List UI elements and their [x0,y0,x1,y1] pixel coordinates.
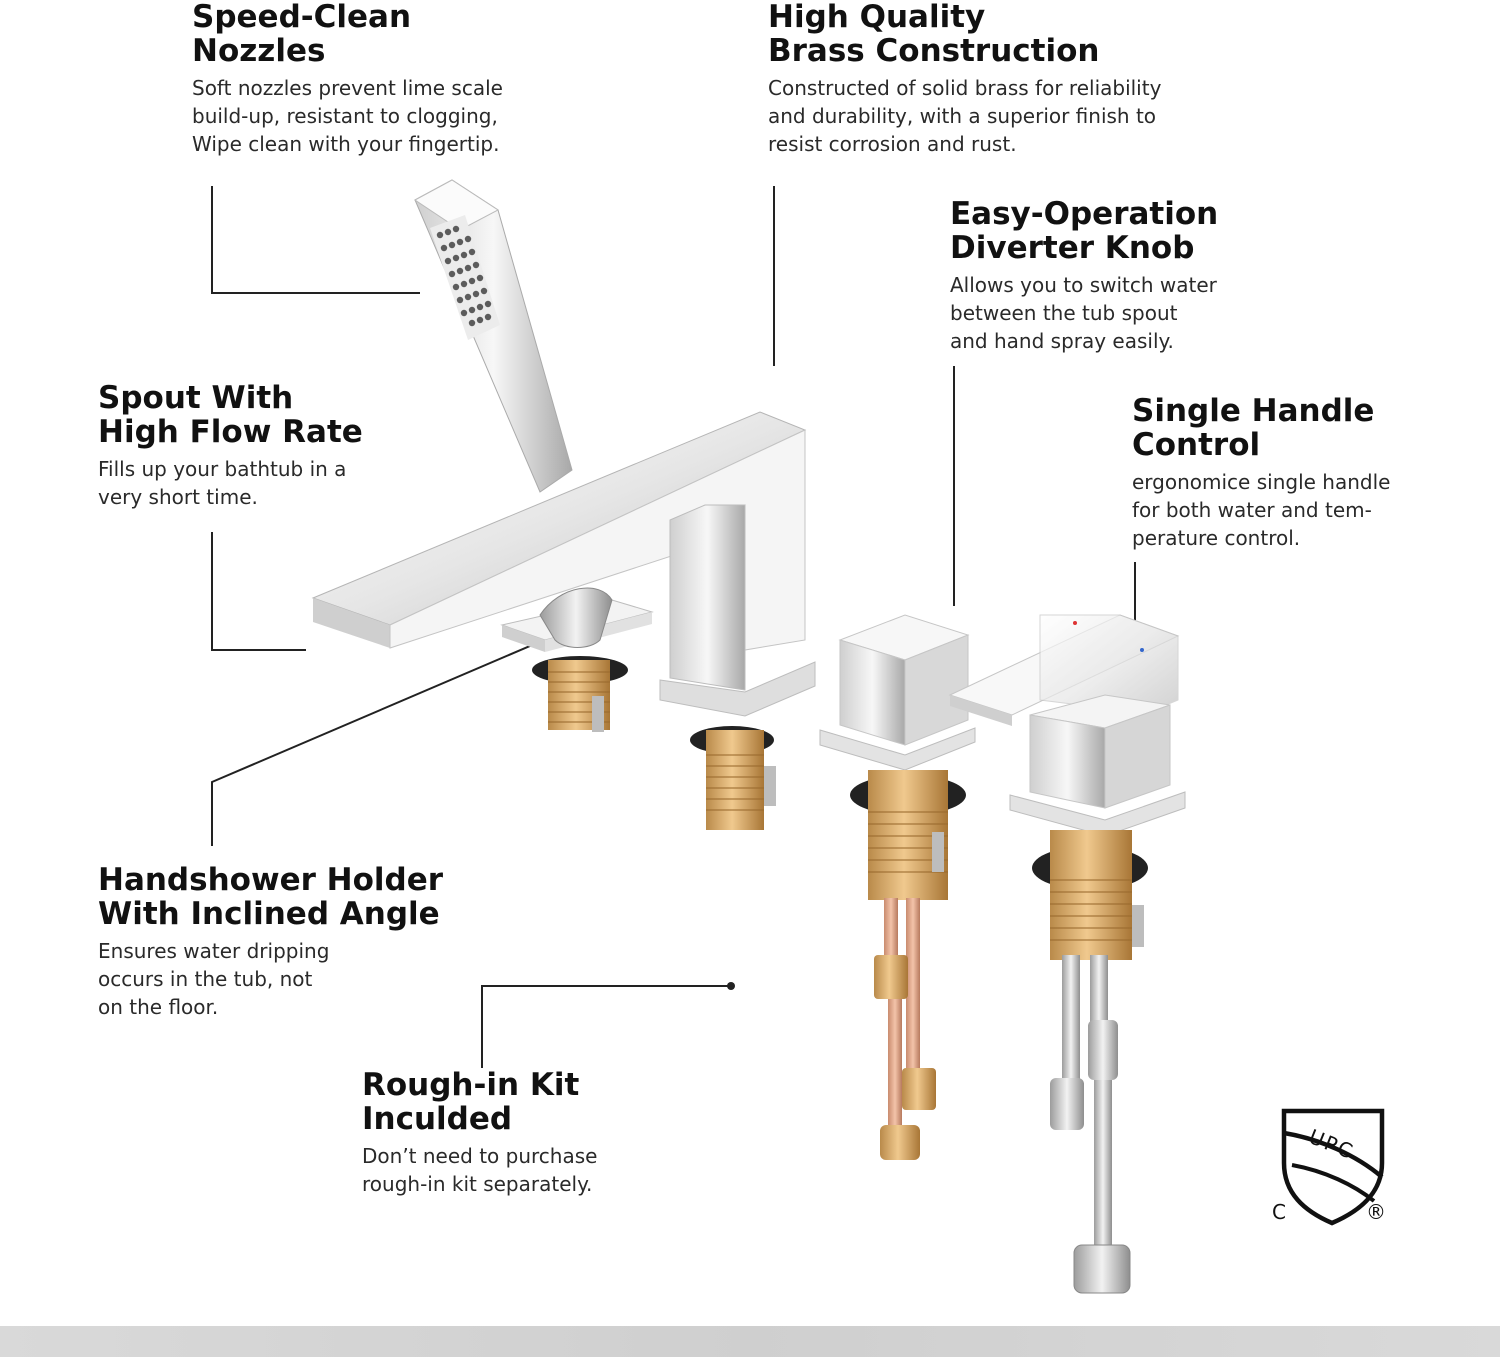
feature-title: Handshower Holder With Inclined Angle [98,862,444,932]
feature-single-handle-control [1132,394,1390,552]
bottom-bar [0,1326,1500,1357]
feature-brass-construction [768,0,1161,158]
feature-handshower-holder [98,863,443,1021]
callout-line-spout [212,532,306,650]
single-handle-valve [950,615,1185,1293]
hand-shower [415,180,572,492]
feature-description: ergonomice single handle for both water and tem- perature control. [1132,470,1391,550]
feature-title: High Quality Brass Construction [768,0,1100,69]
cert-mark-text: UPC [1305,1124,1358,1165]
shank-spout [690,726,776,830]
feature-spout-high-flow [98,381,363,511]
feature-description: Soft nozzles prevent lime scale build-up, resistant to clogging, Wipe clean with your fingertip. [192,76,503,156]
callout-line-roughin [482,986,731,1068]
shank-holder [532,656,628,732]
callout-line-holder [212,640,544,846]
feature-description: Constructed of solid brass for reliability and durability, with a superior finish to resist corrosion and rust. [768,76,1162,156]
feature-diverter-knob [950,197,1218,355]
callout-dot-roughin [727,982,735,990]
cert-c-letter: C [1272,1200,1286,1224]
feature-speed-clean-nozzles [192,0,503,158]
feature-title: Speed-Clean Nozzles [192,0,412,69]
feature-title: Spout With High Flow Rate [98,380,363,450]
feature-description: Fills up your bathtub in a very short time. [98,457,347,509]
callout-line-nozzles [212,186,420,293]
feature-title: Easy-Operation Diverter Knob [950,196,1219,266]
feature-description: Ensures water dripping occurs in the tub, not on the floor. [98,939,330,1019]
feature-description: Don’t need to purchase rough-in kit separately. [362,1144,598,1196]
feature-title: Rough-in Kit Inculded [362,1067,580,1137]
cupc-shield-icon [1270,1105,1395,1230]
feature-description: Allows you to switch water between the tub spout and hand spray easily. [950,273,1217,353]
feature-rough-in-kit [362,1068,597,1198]
cert-registered-mark: ® [1366,1200,1386,1224]
feature-title: Single Handle Control [1132,393,1375,463]
